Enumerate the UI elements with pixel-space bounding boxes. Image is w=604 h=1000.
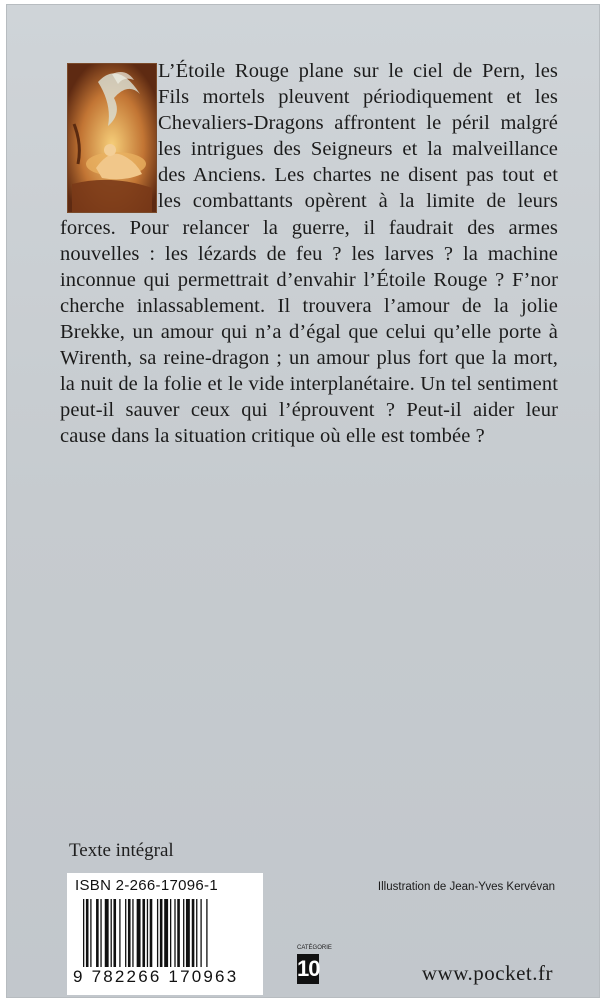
category-label: CATÉGORIE: [297, 945, 332, 951]
website-url: www.pocket.fr: [421, 961, 553, 985]
blurb-paragraph: L’Étoile Rouge plane sur le ciel de Pern, les Fils mortels pleuvent périodiquement et les Chevaliers-Dragons affrontent le péril malgré les intrigues des Seigneurs et la malveillance des Anciens. Les chartes ne disent pas tout et les combattants opèrent à la limite de leurs forces. Pour relancer la guerre, il faudrait des armes nouvelles : les lézards de feu ? les larves ? la machine inconnue qui permettrait d’envahir l’Étoile Rouge ? F’nor cherche inlassablement. Il trouvera l’amour de la jolie Brekke, un amour qui n’a d’égal que celui qu’elle porte à Wirenth, sa reine-dragon ; un amour plus fort que la mort, la nuit de la folie et le vide interplanétaire. Un tel sentiment peut-il sauver ceux qui l’éprouvent ? Peut-il aider leur cause dans la situation critique où elle est tombée ?: [60, 60, 558, 448]
illustration-credit: Illustration de Jean-Yves Kervévan: [377, 881, 555, 893]
category-number: 10: [297, 954, 319, 984]
category-badge: [297, 945, 332, 985]
isbn-text: ISBN 2-266-17096-1: [75, 877, 218, 894]
texte-integral-label: Texte intégral: [69, 840, 174, 861]
barcode-icon: [83, 899, 253, 967]
barcode-digits: 9 782266 170963: [73, 967, 239, 986]
isbn-barcode-block: [67, 873, 263, 995]
blurb-text: [60, 58, 558, 449]
